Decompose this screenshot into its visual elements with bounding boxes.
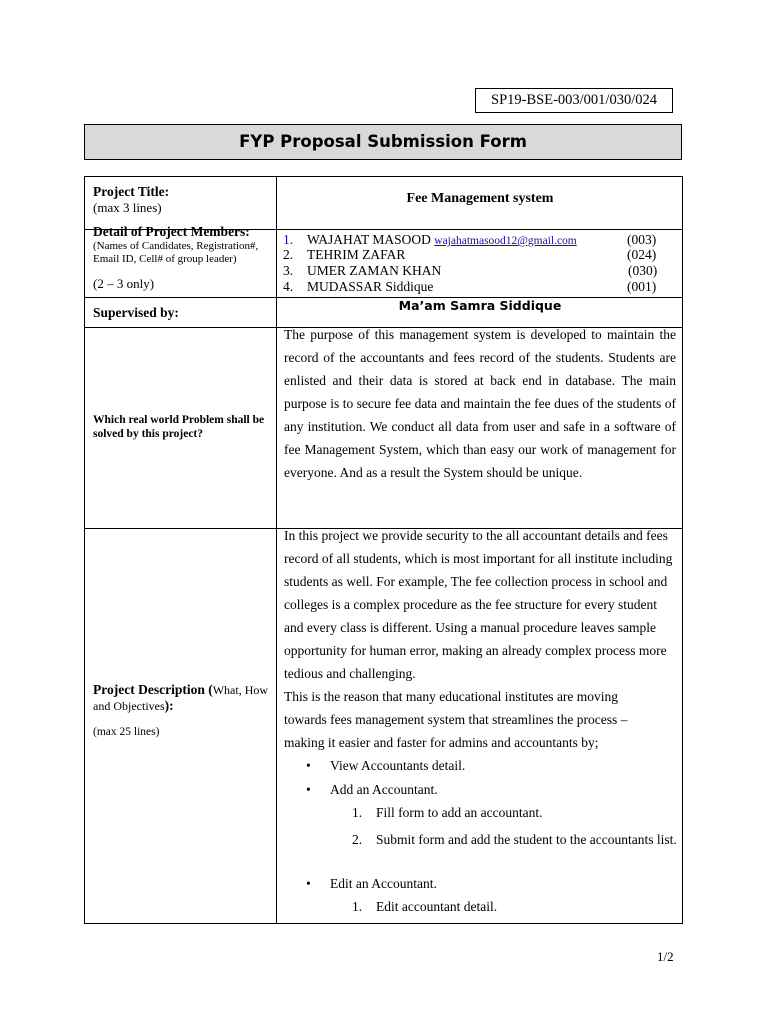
member-1 [283,232,577,248]
member-2 [283,247,405,263]
form-title: FYP Proposal Submission Form [84,124,682,160]
column-divider [276,177,277,923]
description-label [93,682,273,714]
description-label-normal: What, How and Objectives [93,683,269,713]
member-number: 2. [283,247,294,262]
description-label-end: ): [164,698,174,713]
sub-item-fill-form [352,805,542,821]
bullet-glyph: • [306,782,311,797]
bullet-glyph: • [306,876,311,891]
sub-item-text: Edit accountant detail. [376,899,498,914]
problem-text: The purpose of this management system is developed to maintain the record of the accountants and fees record of the students. Students are enlisted and their data is stored at back end in database. The main purpose is to secure fee data and maintain the fee dues of the students of any institution. We conduct all data from user and safe in a software of fee Management System, which than easy our work of management for everyone. And as a result the System should be unique. [284,327,676,480]
member-number: 4. [283,279,294,294]
sub-item-number: 2. [352,832,363,847]
member-number: 1. [283,232,294,247]
members-limit: (2 – 3 only) [93,276,155,291]
sub-item-submit-form [352,828,678,851]
supervisor-label: Supervised by: [93,305,179,320]
bullet-text: Edit an Accountant. [330,876,437,891]
member-4-reg: (001) [627,279,657,294]
sub-item-text: Submit form and add the student to the accountants list. [376,832,677,847]
description-label-bold: Project Description ( [93,682,213,697]
bullet-text: Add an Accountant. [330,782,438,797]
member-name: UMER ZAMAN KHAN [307,263,442,278]
member-4 [283,279,433,295]
bullet-add-accountant [306,782,438,798]
description-para-2: This is the reason that many educational institutes are moving towards fees management system that streamlines the process – making it easier and faster for admins and accountants by; [284,689,628,750]
members-label: Detail of Project Members: [93,224,250,239]
bullet-edit-accountant [306,876,437,892]
project-title-value: Fee Management system [406,191,554,206]
page-number: 1/2 [657,949,674,964]
members-note: (Names of Candidates, Registration#, Email ID, Cell# of group leader) [93,240,259,265]
members-label-cell [93,224,275,292]
member-1-reg: (003) [627,232,657,247]
member-3-reg: (030) [628,263,658,278]
bullet-view-accountants [306,758,465,774]
member-2-reg: (024) [627,247,657,262]
project-title-label-cell [93,184,273,216]
sub-item-text: Fill form to add an accountant. [376,805,543,820]
member-3 [283,263,441,279]
member-number: 3. [283,263,294,278]
problem-label: Which real world Problem shall be solved by this project? [93,414,265,440]
member-name: MUDASSAR Siddique [307,279,434,294]
sub-item-edit-detail [352,899,497,915]
document-code: SP19-BSE-003/001/030/024 [475,88,673,113]
supervisor-name: Ma’am Samra Siddique [398,298,562,313]
description-label-cell [93,682,273,738]
bullet-glyph: • [306,758,311,773]
sub-item-number: 1. [352,805,363,820]
description-note: (max 25 lines) [93,726,160,738]
description-para-1: In this project we provide security to the all accountant details and fees record of all students, which is most important for all institute including students as well. For example, The fee collection process in school and colleges is a complex procedure as the fee structure for every student and every class is different. Using a manual procedure leaves sample opportunity for human error, making an already complex process more tedious and challenging. [284,528,673,681]
project-title-note: (max 3 lines) [93,200,162,215]
project-title-label: Project Title: [93,184,170,199]
member-email-link[interactable]: wajahatmasood12@gmail.com [434,235,577,247]
sub-item-number: 1. [352,899,363,914]
member-name: TEHRIM ZAFAR [307,247,406,262]
proposal-table [84,176,683,924]
member-name: WAJAHAT MASOOD [307,232,431,247]
bullet-text: View Accountants detail. [330,758,466,773]
